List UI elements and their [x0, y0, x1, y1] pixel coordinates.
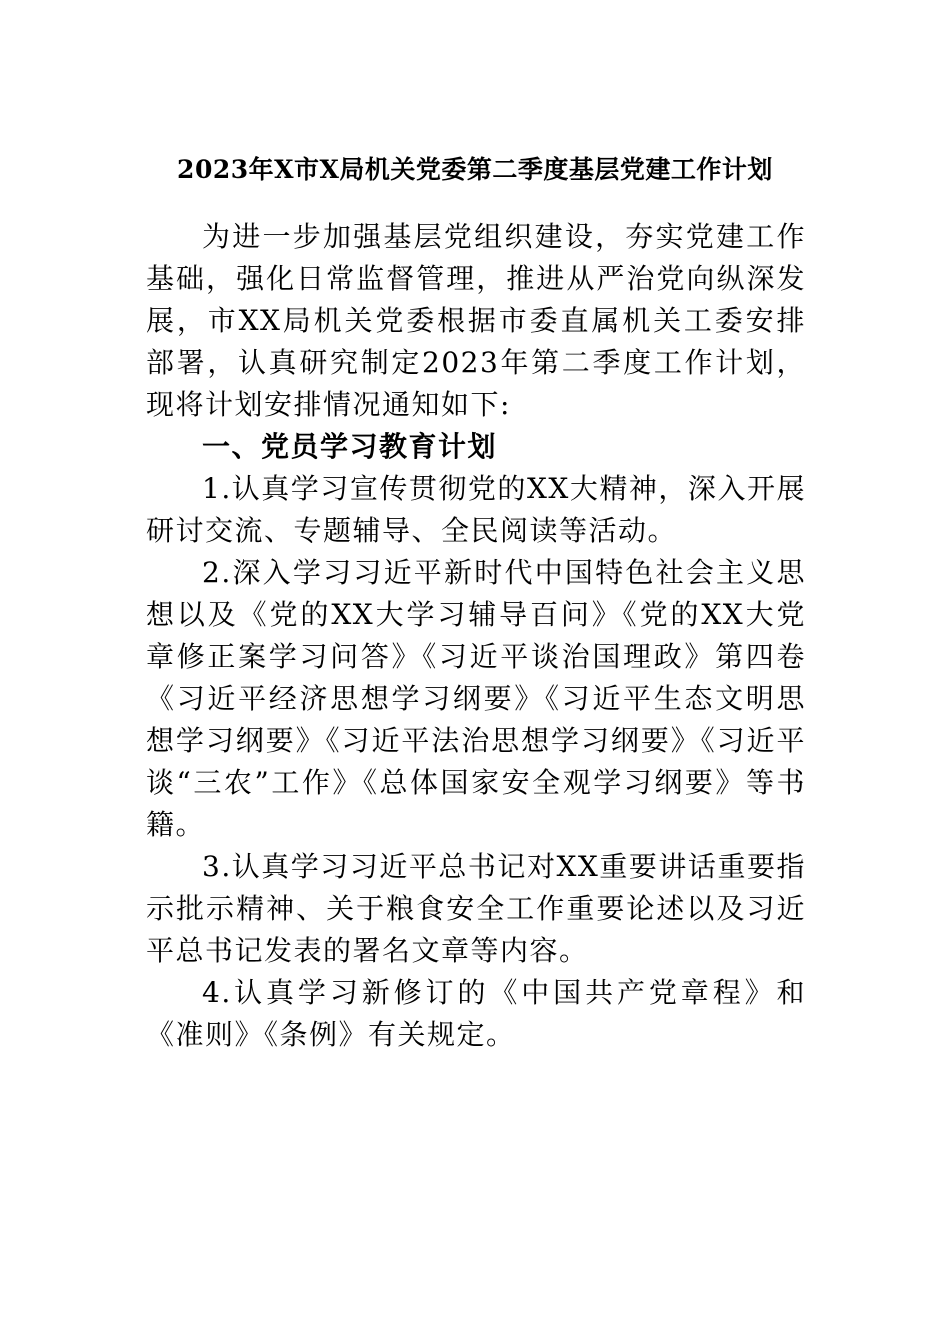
document-body	[146, 216, 806, 1056]
list-item: 4.认真学习新修订的《中国共产党章程》和《准则》《条例》有关规定。	[146, 976, 806, 1051]
section-heading-study-plan: 一、党员学习教育计划	[202, 430, 498, 463]
list-item: 1.认真学习宣传贯彻党的XX大精神，深入开展研讨交流、专题辅导、全民阅读等活动。	[146, 472, 806, 547]
intro-paragraph: 为进一步加强基层党组织建设，夯实党建工作基础，强化日常监督管理，推进从严治党向纵深发展，市XX局机关党委根据市委直属机关工委安排部署，认真研究制定2023年第二季度工作计划，现将计划安排情况通知如下:	[146, 220, 806, 421]
document-title: 2023年X市X局机关党委第二季度基层党建工作计划	[177, 155, 773, 184]
list-item: 2.深入学习习近平新时代中国特色社会主义思想以及《党的XX大学习辅导百问》《党的XX大党章修正案学习问答》《习近平谈治国理政》第四卷《习近平经济思想学习纲要》《习近平生态文明思想学习纲要》《习近平法治思想学习纲要》《习近平谈“三农”工作》《总体国家安全观学习纲要》等书籍。	[146, 556, 806, 841]
list-item: 3.认真学习习近平总书记对XX重要讲话重要指示批示精神、关于粮食安全工作重要论述以及习近平总书记发表的署名文章等内容。	[146, 850, 806, 967]
